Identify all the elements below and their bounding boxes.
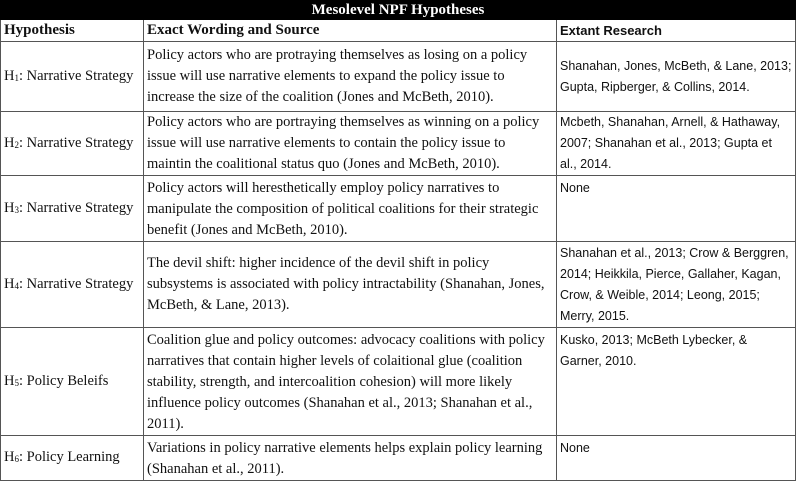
hypothesis-cell (1, 42, 144, 112)
hypothesis-cell (1, 242, 144, 328)
hypothesis-number: 6 (14, 454, 19, 464)
wording-cell: The devil shift: higher incidence of the devil shift in policy subsystems is associated with policy intractability (Shanahan, Jones, McBeth, & Lane, 2013). (144, 242, 557, 328)
wording-cell: Coalition glue and policy outcomes: advocacy coalitions with policy narratives that contain higher levels of colaitional glue (coalition stability, strength, and intercoalition cohesion) will more likely influence policy outcomes (Shanahan et al., 2013; Shanahan et al., 2011). (144, 328, 557, 436)
hypothesis-letter: H (4, 372, 15, 389)
research-cell: None (557, 436, 796, 481)
hypothesis-letter: H (4, 449, 15, 465)
hypothesis-label: : Policy Learning (18, 449, 120, 465)
hypothesis-letter: H (4, 67, 15, 84)
table-title: Mesolevel NPF Hypotheses (1, 1, 796, 20)
header-wording: Exact Wording and Source (144, 20, 557, 42)
hypothesis-letter: H (4, 275, 15, 292)
hypothesis-label: : Narrative Strategy (18, 275, 134, 292)
hypothesis-letter: H (4, 199, 15, 216)
hypothesis-cell (1, 112, 144, 176)
table-row (1, 242, 796, 328)
hypothesis-number: 5 (14, 377, 19, 388)
header-hypothesis: Hypothesis (1, 20, 144, 42)
table-row (1, 42, 796, 112)
hypothesis-cell (1, 328, 144, 436)
header-row (1, 20, 796, 42)
research-cell: Kusko, 2013; McBeth Lybecker, & Garner, 2010. (557, 328, 796, 436)
hypothesis-label: : Narrative Strategy (18, 67, 134, 84)
research-cell: Mcbeth, Shanahan, Arnell, & Hathaway, 2007; Shanahan et al., 2013; Gupta et al., 2014. (557, 112, 796, 176)
research-cell: Shanahan, Jones, McBeth, & Lane, 2013; Gupta, Ripberger, & Collins, 2014. (557, 42, 796, 112)
hypothesis-label: : Policy Beleifs (18, 372, 109, 389)
hypothesis-number: 2 (14, 139, 19, 150)
wording-cell: Policy actors will heresthetically employ policy narratives to manipulate the composition of political coalitions for their strategic benefit (Jones and McBeth, 2010). (144, 176, 557, 242)
wording-cell: Policy actors who are portraying themselves as winning on a policy issue will use narrative elements to contain the policy issue to maintin the coalitional status quo (Jones and McBeth, 2010). (144, 112, 557, 176)
research-cell: Shanahan et al., 2013; Crow & Berggren, 2014; Heikkila, Pierce, Gallaher, Kagan, Crow, & Weible, 2014; Leong, 2015; Merry, 2015. (557, 242, 796, 328)
header-research: Extant Research (557, 20, 796, 42)
hypothesis-number: 4 (14, 280, 19, 291)
hypothesis-cell (1, 176, 144, 242)
hypothesis-number: 1 (14, 72, 19, 83)
wording-cell: Policy actors who are protraying themselves as losing on a policy issue will use narrative elements to expand the policy issue to increase the size of the coalition (Jones and McBeth, 2010). (144, 42, 557, 112)
table-row (1, 176, 796, 242)
hypothesis-cell (1, 436, 144, 481)
wording-cell: Variations in policy narrative elements helps explain policy learning (Shanahan et al., 2011). (144, 436, 557, 481)
research-cell: None (557, 176, 796, 242)
hypothesis-number: 3 (14, 204, 19, 215)
table-row (1, 328, 796, 436)
hypothesis-label: : Narrative Strategy (18, 199, 134, 216)
hypothesis-label: : Narrative Strategy (18, 134, 134, 151)
table-row (1, 112, 796, 176)
table-row (1, 436, 796, 481)
hypothesis-letter: H (4, 134, 15, 151)
